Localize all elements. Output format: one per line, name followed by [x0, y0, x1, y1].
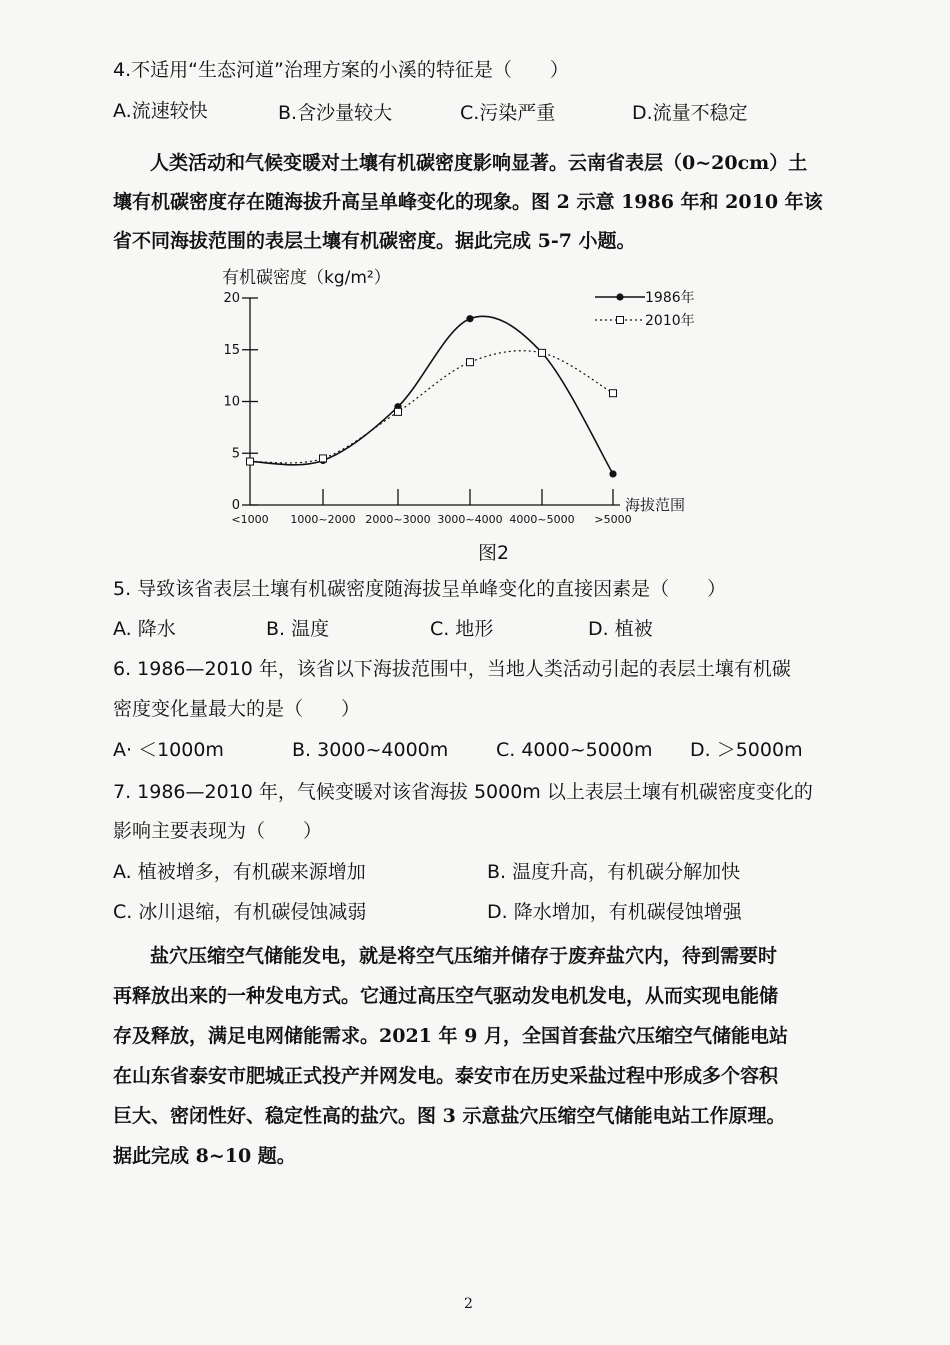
x-tick-label: 2000~3000	[365, 513, 431, 526]
q4-option-c[interactable]: C.污染严重	[460, 102, 556, 124]
q6-option-c[interactable]: C. 4000~5000m	[496, 739, 653, 761]
passage1-line-3: 省不同海拔范围的表层土壤有机碳密度。据此完成 5-7 小题。	[113, 230, 636, 252]
q4-stem: 4.不适用“生态河道”治理方案的小溪的特征是（ ）	[113, 59, 569, 81]
series-1986-point	[466, 315, 473, 322]
y-axis-label: 有机碳密度（kg/m²）	[222, 268, 391, 288]
passage1-line-1: 人类活动和气候变暖对土壤有机碳密度影响显著。云南省表层（0~20cm）土	[150, 152, 808, 174]
q7-option-c[interactable]: C. 冰川退缩，有机碳侵蚀减弱	[113, 901, 367, 923]
series-2010-point	[395, 408, 402, 415]
series-1986-line	[250, 316, 613, 474]
x-tick-label: 1000~2000	[290, 513, 356, 526]
legend-2010-marker	[617, 317, 624, 324]
series-2010-point	[539, 349, 546, 356]
q7-stem-line-2: 影响主要表现为（ ）	[113, 820, 323, 842]
passage2-line-4: 在山东省泰安市肥城正式投产并网发电。泰安市在历史采盐过程中形成多个容积	[113, 1065, 779, 1087]
q6-option-b[interactable]: B. 3000~4000m	[292, 739, 449, 761]
y-tick-label: 0	[231, 498, 240, 513]
q6-option-d[interactable]: D. ＞5000m	[690, 739, 803, 761]
x-tick-label: <1000	[231, 513, 269, 526]
passage2-line-2: 再释放出来的一种发电方式。它通过高压空气驱动发电机发电，从而实现电能储	[113, 985, 779, 1007]
q7-option-a[interactable]: A. 植被增多，有机碳来源增加	[113, 861, 366, 883]
series-2010-point	[467, 359, 474, 366]
q6-stem-line-2: 密度变化量最大的是（ ）	[113, 698, 361, 720]
x-axis-label: 海拔范围	[625, 496, 686, 514]
y-tick-label: 10	[223, 394, 240, 410]
q4-option-a[interactable]: A.流速较快	[113, 100, 208, 122]
x-tick-label: 4000~5000	[509, 513, 575, 526]
organic-carbon-chart	[220, 265, 695, 535]
q4-option-d[interactable]: D.流量不稳定	[632, 102, 748, 124]
page-number: 2	[464, 1296, 473, 1312]
passage1-line-2: 壤有机碳密度存在随海拔升高呈单峰变化的现象。图 2 示意 1986 年和 2010 年该	[113, 191, 823, 213]
legend-1986-marker	[616, 293, 623, 300]
q7-stem-line-1: 7. 1986—2010 年，气候变暖对该省海拔 5000m 以上表层土壤有机碳密度变化的	[113, 781, 813, 803]
q5-option-b[interactable]: B. 温度	[266, 618, 330, 640]
q4-option-b[interactable]: B.含沙量较大	[278, 102, 393, 124]
x-tick-label: >5000	[594, 513, 632, 526]
q7-option-d[interactable]: D. 降水增加，有机碳侵蚀增强	[487, 901, 742, 923]
series-2010-point	[610, 390, 617, 397]
passage2-line-1: 盐穴压缩空气储能发电，就是将空气压缩并储存于废弃盐穴内，待到需要时	[150, 945, 778, 967]
y-tick-label: 20	[223, 291, 240, 306]
series-1986-point	[609, 470, 616, 477]
q5-stem: 5. 导致该省表层土壤有机碳密度随海拔呈单峰变化的直接因素是（ ）	[113, 578, 727, 600]
figure-caption: 图2	[478, 542, 510, 564]
q7-option-b[interactable]: B. 温度升高，有机碳分解加快	[487, 861, 741, 883]
y-tick-label: 5	[231, 446, 240, 462]
legend-2010-label: 2010年	[645, 313, 695, 329]
passage2-line-3: 存及释放，满足电网储能需求。2021 年 9 月，全国首套盐穴压缩空气储能电站	[113, 1025, 788, 1047]
passage2-line-6: 据此完成 8~10 题。	[113, 1145, 296, 1167]
q5-option-c[interactable]: C. 地形	[430, 618, 494, 640]
series-2010-point	[320, 455, 327, 462]
series-2010-line	[250, 351, 613, 463]
y-tick-label: 15	[223, 342, 240, 358]
q5-option-d[interactable]: D. 植被	[588, 618, 653, 640]
legend-1986-label: 1986年	[645, 290, 695, 306]
q5-option-a[interactable]: A. 降水	[113, 618, 176, 640]
q6-option-a[interactable]: A· ＜1000m	[113, 739, 224, 761]
series-2010-point	[247, 458, 254, 465]
x-tick-label: 3000~4000	[437, 513, 503, 526]
passage2-line-5: 巨大、密闭性好、稳定性高的盐穴。图 3 示意盐穴压缩空气储能电站工作原理。	[113, 1105, 786, 1127]
q6-stem-line-1: 6. 1986—2010 年，该省以下海拔范围中，当地人类活动引起的表层土壤有机碳	[113, 658, 791, 680]
